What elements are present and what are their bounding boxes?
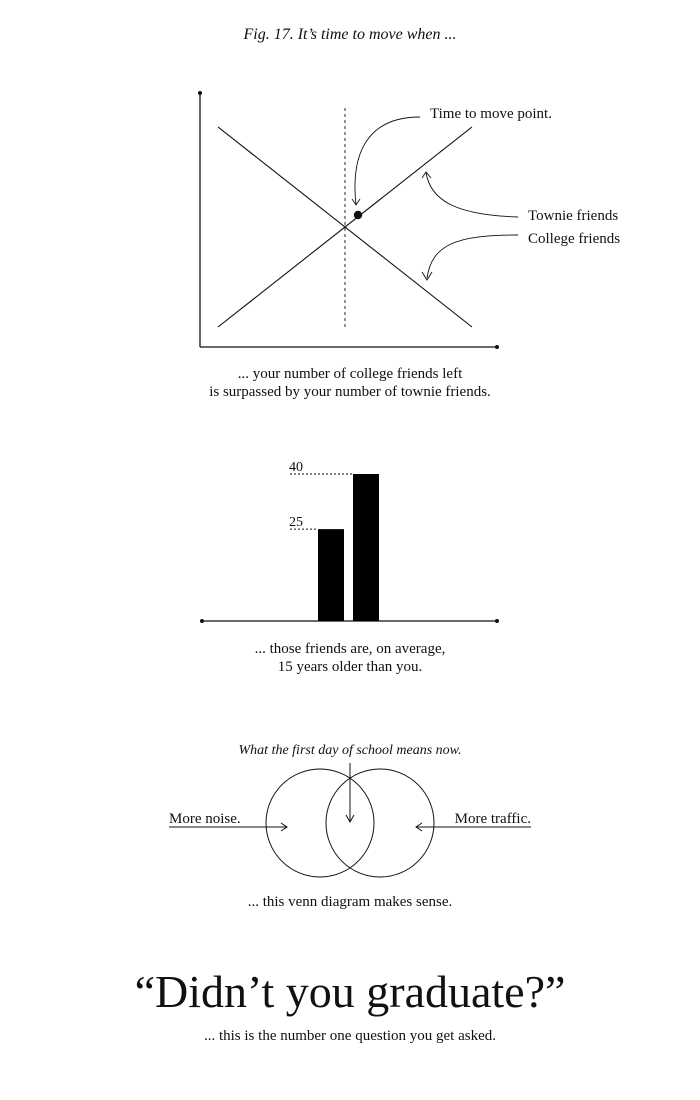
- venn-diagram: [169, 743, 531, 877]
- line-chart-caption-line-2: is surpassed by your number of townie friends.: [209, 384, 491, 400]
- bar-chart-caption: [0, 640, 700, 676]
- line-chart-caption-line-1: ... your number of college friends left: [237, 366, 463, 382]
- y-axis-end-dot: [198, 91, 202, 95]
- bar-chart: [200, 460, 499, 623]
- time-to-move-label: Time to move point.: [430, 106, 552, 122]
- college-arrow: [427, 235, 518, 278]
- bar-chart-caption-line-1: ... those friends are, on average,: [254, 641, 446, 657]
- bar-2: [353, 474, 379, 621]
- townie-arrow: [426, 172, 518, 217]
- time-to-move-arrow: [355, 117, 420, 205]
- legend-college-friends: College friends: [528, 231, 621, 247]
- quote-text: “Didn’t you graduate?”: [134, 966, 566, 1017]
- line-chart-caption: [0, 365, 700, 401]
- venn-right-label: More traffic.: [454, 811, 531, 827]
- venn-right-circle: [326, 769, 434, 877]
- venn-caption: ... this venn diagram makes sense.: [247, 894, 453, 910]
- legend-townie-friends: Townie friends: [528, 208, 619, 224]
- venn-left-label: More noise.: [169, 811, 241, 827]
- bar-1: [318, 529, 344, 621]
- bar-value-label-2: 40: [289, 460, 303, 475]
- bar-value-label-1: 25: [289, 515, 303, 531]
- figure-title: Fig. 17. It’s time to move when ...: [243, 26, 457, 43]
- bar-chart-caption-line-2: 15 years older than you.: [277, 659, 423, 675]
- venn-left-circle: [266, 769, 374, 877]
- time-to-move-point: [354, 211, 362, 219]
- bars-group: [289, 460, 379, 621]
- baseline-left-dot: [200, 619, 204, 623]
- line-chart: [198, 91, 620, 349]
- venn-title: What the first day of school means now.: [238, 743, 462, 758]
- quote-caption: ... this is the number one question you get asked.: [203, 1028, 497, 1044]
- x-axis-end-dot: [495, 345, 499, 349]
- baseline-right-dot: [495, 619, 499, 623]
